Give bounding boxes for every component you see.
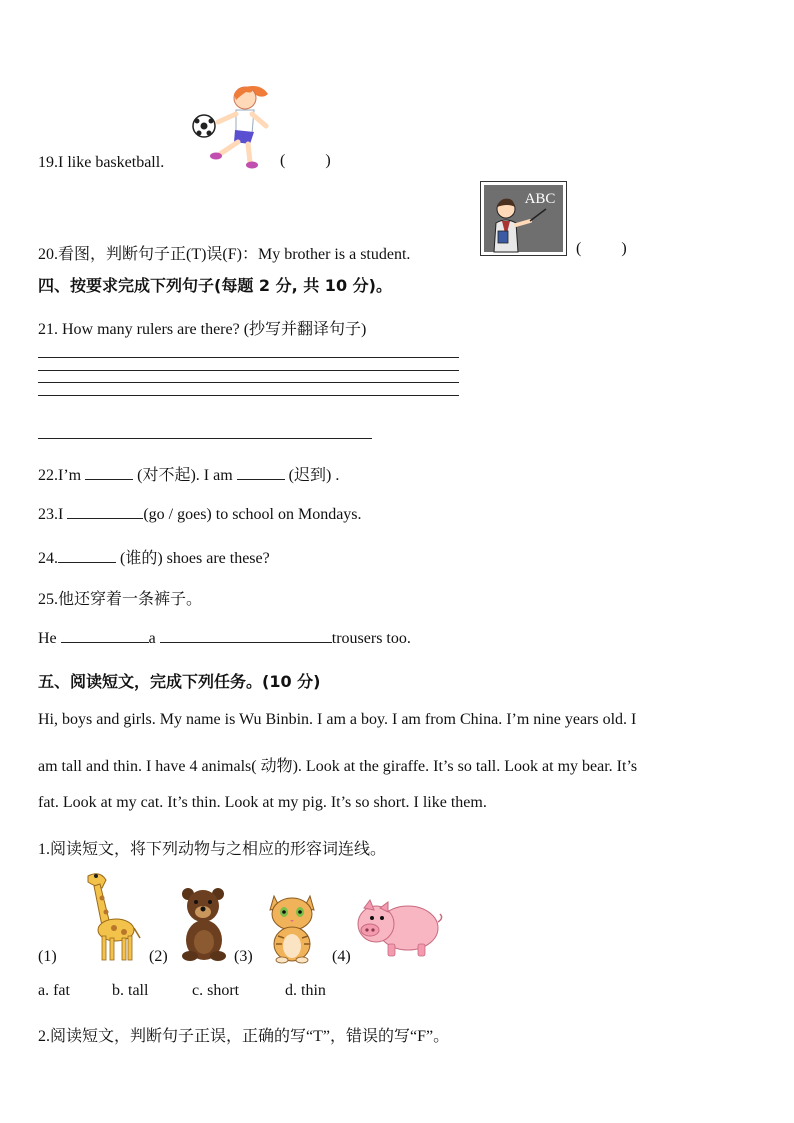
answer-blank-19[interactable]: ( ) [280, 152, 331, 169]
question-23 [38, 504, 362, 524]
animal-label-4: (4) [332, 948, 351, 965]
q22-part-a: 22.I’m [38, 467, 82, 484]
bear-icon [178, 886, 230, 962]
animal-label-2: (2) [149, 948, 168, 965]
q25-part-a: He [38, 630, 57, 647]
q23-part-b: (go / goes) to school on Mondays. [143, 506, 362, 523]
girl-icon [210, 86, 268, 169]
q22-part-c: (迟到) . [288, 467, 340, 484]
answer-blank-20[interactable]: ( ) [576, 240, 627, 257]
q24-part-b: (谁的) shoes are these? [120, 550, 270, 567]
q23-part-a: 23.I [38, 506, 64, 523]
q25-blank-1[interactable] [61, 628, 149, 643]
board-text: ABC [524, 191, 556, 207]
animal-label-1: (1) [38, 948, 57, 965]
writing-line-1[interactable] [38, 357, 459, 358]
writing-line-2[interactable] [38, 370, 459, 371]
animal-label-3: (3) [234, 948, 253, 965]
question-19: 19.I like basketball. [38, 154, 165, 171]
q25-part-c: trousers too. [331, 630, 411, 647]
girl-kicking-ball-picture [190, 82, 272, 170]
q24-part-a: 24. [38, 550, 58, 567]
section-5-title: 五、阅读短文，完成下列任务。(10 分) [38, 672, 321, 691]
writing-line-4[interactable] [38, 395, 459, 396]
question-25-answer [38, 628, 411, 648]
option-d: d. thin [285, 982, 326, 999]
q25-part-b: a [148, 630, 156, 647]
pig-icon [352, 896, 444, 960]
giraffe-icon [66, 868, 142, 964]
q24-blank[interactable] [58, 548, 116, 563]
q25-blank-2[interactable] [160, 628, 332, 643]
writing-line-5[interactable] [38, 438, 372, 439]
teacher-blackboard-picture [480, 181, 567, 256]
soccer-ball-icon [193, 115, 215, 137]
passage-line-2: am tall and thin. I have 4 animals( 动物). Look at the giraffe. It’s so tall. Look at my bear. It’s [38, 758, 638, 775]
q22-blank-1[interactable] [85, 465, 133, 480]
q23-blank[interactable] [67, 504, 143, 519]
q22-part-b: (对不起). I am [137, 467, 233, 484]
writing-line-3[interactable] [38, 382, 459, 383]
question-24 [38, 545, 270, 568]
section-4-title: 四、按要求完成下列句子(每题 2 分, 共 10 分)。 [38, 276, 392, 295]
option-c: c. short [192, 982, 240, 999]
q22-blank-2[interactable] [237, 465, 285, 480]
task-1-instruction: 1.阅读短文，将下列动物与之相应的形容词连线。 [38, 841, 387, 858]
passage-line-1: Hi, boys and girls. My name is Wu Binbin. I am a boy. I am from China. I’m nine years old. I [38, 711, 637, 728]
passage-line-3: fat. Look at my cat. It’s thin. Look at my pig. It’s so short. I like them. [38, 794, 487, 811]
question-20: 20.看图，判断句子正(T)误(F)：My brother is a student. [38, 246, 411, 263]
question-25: 25.他还穿着一条裤子。 [38, 591, 203, 608]
question-21: 21. How many rulers are there? (抄写并翻译句子) [38, 321, 367, 338]
task-2-instruction: 2.阅读短文，判断句子正误，正确的写“T”，错误的写“F”。 [38, 1028, 450, 1045]
option-a: a. fat [38, 982, 70, 999]
cat-icon [262, 886, 324, 964]
option-b: b. tall [112, 982, 149, 999]
question-22 [38, 462, 339, 485]
